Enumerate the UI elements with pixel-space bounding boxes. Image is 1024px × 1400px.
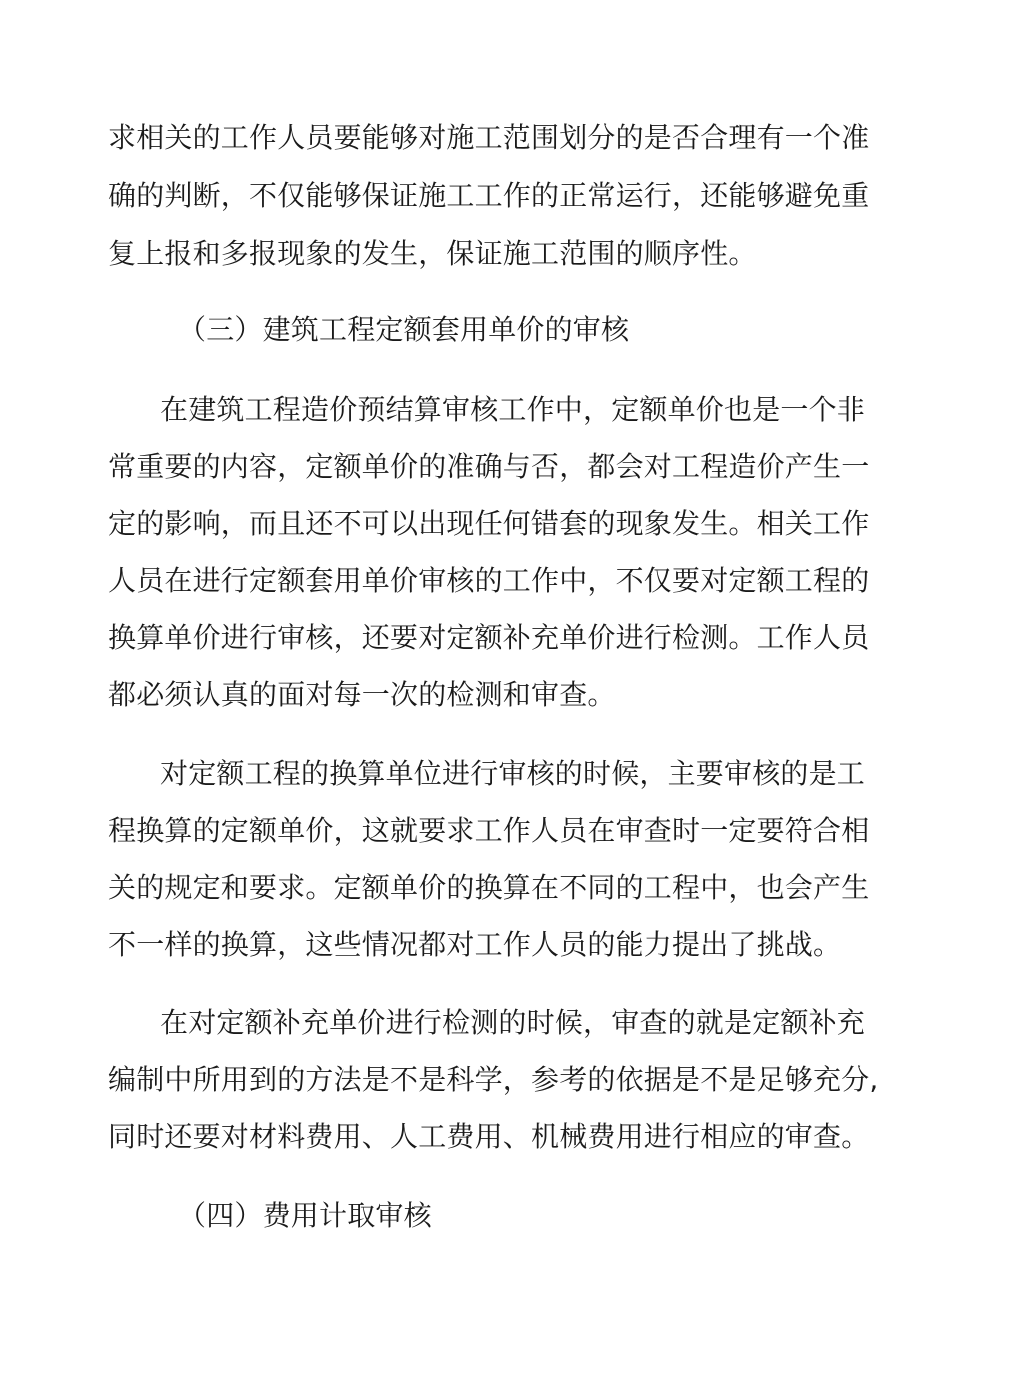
paragraph-1-line-1: 求相关的工作人员要能够对施工范围划分的是否合理有一个准 bbox=[108, 121, 870, 154]
paragraph-4-line-1: 在对定额补充单价进行检测的时候，审查的就是定额补充 bbox=[160, 1006, 866, 1039]
paragraph-2-line-5: 换算单价进行审核，还要对定额补充单价进行检测。工作人员 bbox=[108, 621, 870, 654]
paragraph-3-line-1: 对定额工程的换算单位进行审核的时候，主要审核的是工 bbox=[160, 757, 866, 790]
paragraph-2-line-2: 常重要的内容，定额单价的准确与否，都会对工程造价产生一 bbox=[108, 450, 870, 483]
paragraph-2-line-3: 定的影响，而且还不可以出现任何错套的现象发生。相关工作 bbox=[108, 507, 870, 540]
paragraph-3-line-4: 不一样的换算，这些情况都对工作人员的能力提出了挑战。 bbox=[108, 928, 842, 961]
paragraph-1-line-3: 复上报和多报现象的发生，保证施工范围的顺序性。 bbox=[108, 237, 757, 270]
paragraph-2-line-4: 人员在进行定额套用单价审核的工作中，不仅要对定额工程的 bbox=[108, 564, 870, 597]
paragraph-2-line-1: 在建筑工程造价预结算审核工作中，定额单价也是一个非 bbox=[160, 393, 866, 426]
paragraph-2-line-6: 都必须认真的面对每一次的检测和审查。 bbox=[108, 678, 616, 711]
paragraph-3-line-2: 程换算的定额单价，这就要求工作人员在审查时一定要符合相 bbox=[108, 814, 870, 847]
paragraph-1-line-2: 确的判断，不仅能够保证施工工作的正常运行，还能够避免重 bbox=[108, 179, 870, 212]
section-heading-4: （四）费用计取审核 bbox=[178, 1199, 432, 1232]
section-heading-3: （三）建筑工程定额套用单价的审核 bbox=[178, 313, 630, 346]
paragraph-4-line-2: 编制中所用到的方法是不是科学，参考的依据是不是足够充分, bbox=[108, 1063, 879, 1096]
paragraph-4-line-3: 同时还要对材料费用、人工费用、机械费用进行相应的审查。 bbox=[108, 1120, 870, 1153]
paragraph-3-line-3: 关的规定和要求。定额单价的换算在不同的工程中，也会产生 bbox=[108, 871, 870, 904]
